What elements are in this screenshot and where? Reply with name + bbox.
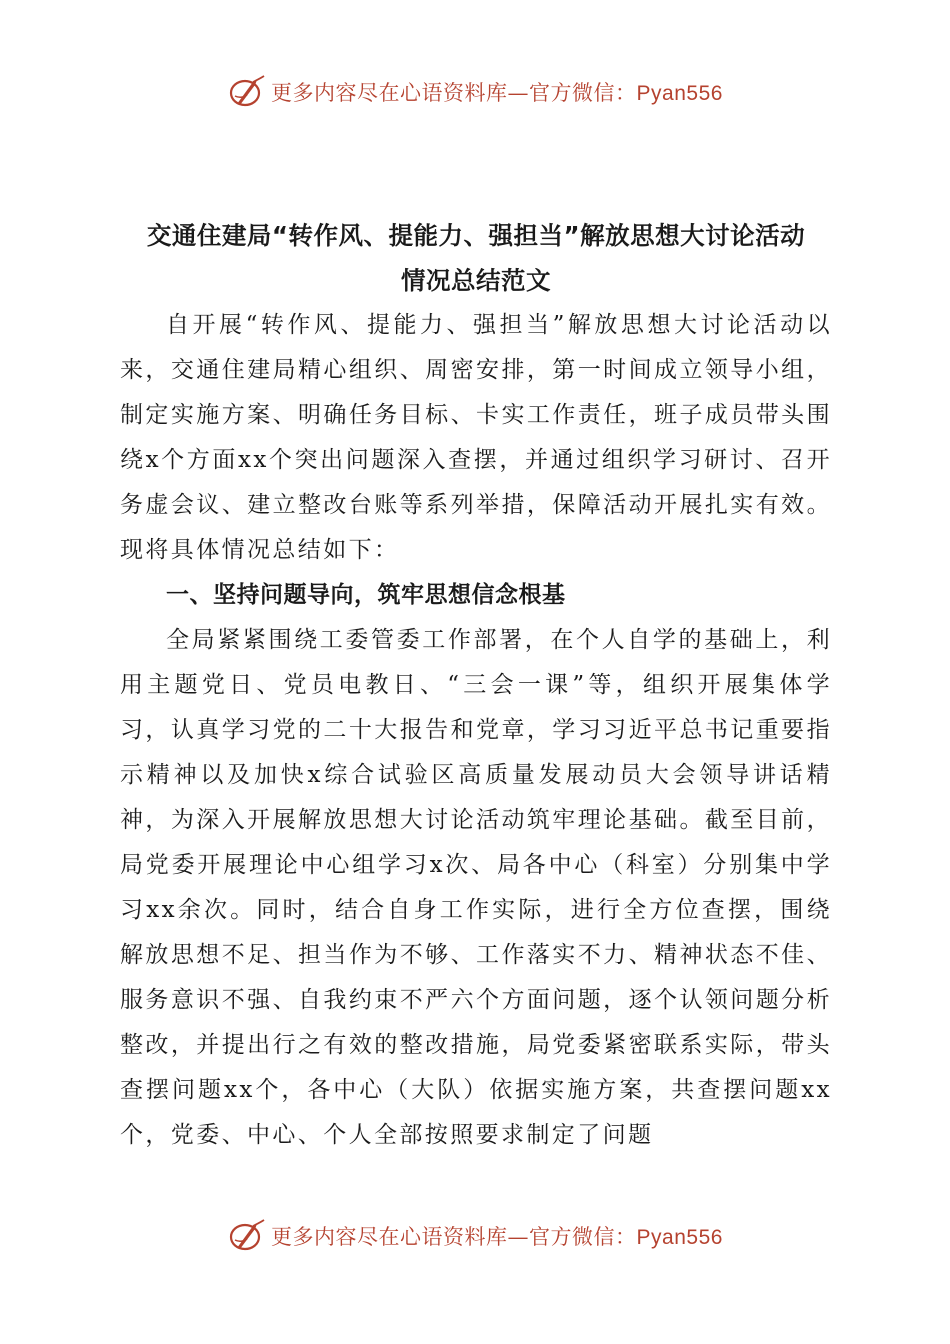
header-watermark [0,72,950,112]
watermark-text: 更多内容尽在心语资料库—官方微信：Pyan556 [271,1225,723,1249]
document-title-line-2: 情况总结范文 [401,266,551,295]
footer-watermark [0,1216,950,1256]
document-body [120,213,832,1158]
wechat-id: Pyan556 [636,82,723,105]
quill-logo-icon [227,74,267,110]
intro-paragraph: 自开展“转作风、提能力、强担当”解放思想大讨论活动以来，交通住建局精心组织、周密安排，第一时间成立领导小组，制定实施方案、明确任务目标、卡实工作责任，班子成员带头围绕x个方面xx个突出问题深入查摆，并通过组织学习研讨、召开务虚会议、建立整改台账等系列举措，保障活动开展扎实有效。现将具体情况总结如下： [120,312,832,563]
watermark-text: 更多内容尽在心语资料库—官方微信：Pyan556 [271,81,723,105]
quill-logo-icon [227,1218,267,1254]
section-1-paragraph: 全局紧紧围绕工委管委工作部署，在个人自学的基础上，利用主题党日、党员电教日、“三会一课”等，组织开展集体学习，认真学习党的二十大报告和党章，学习习近平总书记重要指示精神以及加快x综合试验区高质量发展动员大会领导讲话精神，为深入开展解放思想大讨论活动筑牢理论基础。截至目前，局党委开展理论中心组学习x次、局各中心（科室）分别集中学习xx余次。同时，结合自身工作实际，进行全方位查摆，围绕解放思想不足、担当作为不够、工作落实不力、精神状态不佳、服务意识不强、自我约束不严六个方面问题，逐个认领问题分析整改，并提出行之有效的整改措施，局党委紧密联系实际，带头查摆问题xx个，各中心（大队）依据实施方案，共查摆问题xx个，党委、中心、个人全部按照要求制定了问题 [120,627,832,1148]
section-1-heading: 一、坚持问题导向，筑牢思想信念根基 [166,582,566,608]
document-title-line-1: 交通住建局“转作风、提能力、强担当”解放思想大讨论活动 [146,221,806,250]
wechat-id: Pyan556 [636,1226,723,1249]
